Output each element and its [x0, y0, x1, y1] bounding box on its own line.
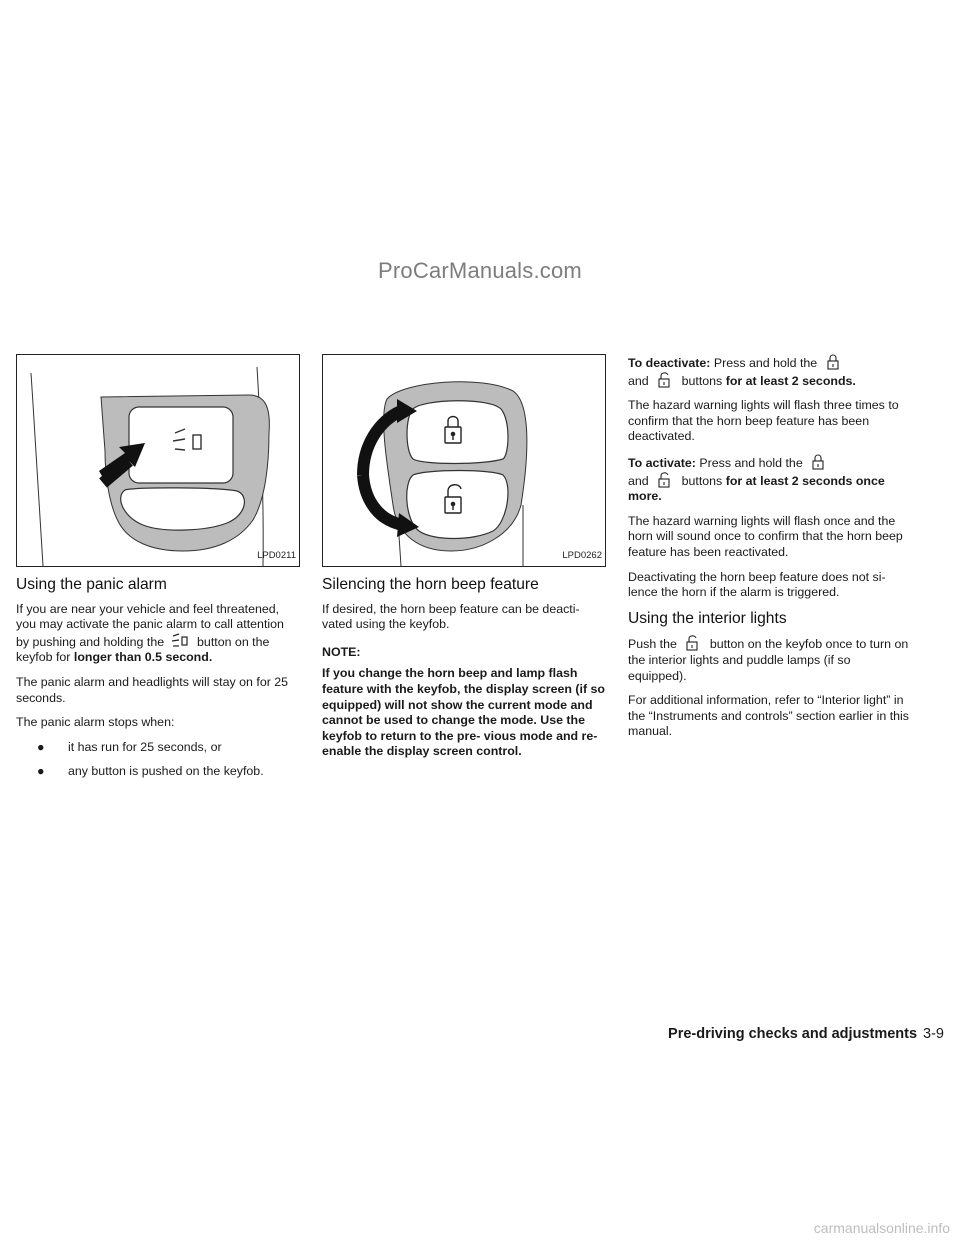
paragraph-additional-info: For additional information, refer to “Interior light” in the “Instruments and controls” section earlier in this manual. [628, 693, 909, 739]
watermark-bottom: carmanualsonline.info [813, 1220, 950, 1236]
paragraph-deactivate-confirm: The hazard warning lights will flash three times to confirm that the horn beep feature has been deactivated. [628, 398, 899, 444]
figure-code: LPD0262 [562, 550, 602, 562]
paragraph-deactivate: To deactivate: Press and hold the and buttons for at least 2 seconds. [628, 356, 856, 388]
paragraph-activate: To activate: Press and hold the and buttons for at least 2 seconds once more. [628, 455, 885, 504]
paragraph-alarm-note: Deactivating the horn beep feature does not si- lence the horn if the alarm is triggered. [628, 569, 886, 600]
keyfob-panic-illustration [17, 355, 299, 566]
note-label: NOTE: [322, 644, 361, 659]
note-text: If you change the horn beep and lamp flash feature with the keyfob, the display screen (if so equipped) will not show the current mode and cannot be used to change the mode. Use the keyfob to return to the pre- vious mode and re-enable the display screen control. [322, 666, 605, 759]
figure-lock-unlock-buttons [322, 354, 606, 567]
unlock-icon [654, 472, 674, 488]
unlock-icon [682, 635, 702, 651]
heading-interior-lights: Using the interior lights [628, 609, 787, 627]
paragraph-horn-intro: If desired, the horn beep feature can be deacti- vated using the keyfob. [322, 601, 580, 632]
figure-code: LPD0211 [257, 550, 296, 562]
keyfob-lock-unlock-illustration [323, 355, 605, 566]
unlock-icon [654, 372, 674, 388]
heading-horn-beep: Silencing the horn beep feature [322, 576, 539, 593]
page-number: 3-9 [923, 1026, 944, 1042]
page-footer [668, 1026, 944, 1042]
column-panic-alarm [16, 354, 300, 789]
paragraph-panic-stops: The panic alarm stops when: [16, 715, 175, 730]
column-horn-steps [628, 354, 912, 749]
footer-section-title: Pre-driving checks and adjustments [668, 1026, 918, 1042]
lock-icon [808, 454, 828, 470]
list-item: ● any button is pushed on the keyfob. [37, 764, 264, 779]
lock-icon [823, 354, 843, 370]
paragraph-panic-intro: If you are near your vehicle and feel threatened, you may activate the panic alarm to call attention by pushing and holding the button on the keyfob for longer than 0.5 second. [16, 601, 284, 665]
paragraph-panic-duration: The panic alarm and headlights will stay on for 25 seconds. [16, 674, 289, 705]
paragraph-interior-lights: Push the button on the keyfob once to turn on the interior lights and puddle lamps (if so equipped). [628, 637, 909, 683]
watermark-top: ProCarManuals.com [378, 258, 582, 283]
list-item: ● it has run for 25 seconds, or [37, 739, 222, 754]
panic-horn-icon [170, 633, 190, 649]
paragraph-activate-confirm: The hazard warning lights will flash once and the horn will sound once to confirm that the horn beep feature has been reactivated. [628, 513, 903, 559]
heading-panic-alarm: Using the panic alarm [16, 576, 167, 593]
column-horn-beep [322, 354, 606, 769]
figure-panic-button [16, 354, 300, 567]
